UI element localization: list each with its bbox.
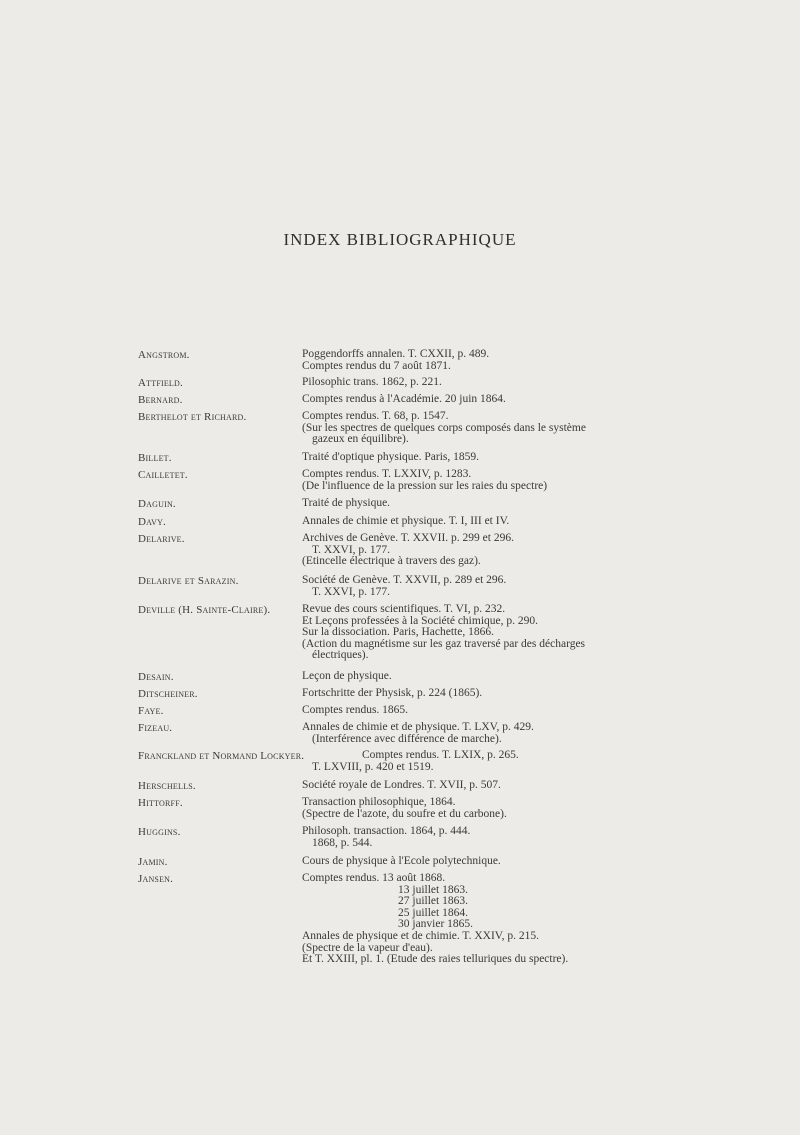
ref-line: (Spectre de l'azote, du soufre et du carbone).: [302, 807, 507, 820]
ref-line: Cours de physique à l'Ecole polytechnique.: [302, 855, 501, 867]
page-title: INDEX BIBLIOGRAPHIQUE: [283, 230, 517, 249]
ref-line: Leçon de physique.: [302, 670, 392, 682]
author-name: Daguin.: [138, 498, 176, 510]
author-name: Billet.: [138, 452, 172, 464]
ref-line: Comptes rendus du 7 août 1871.: [302, 359, 451, 372]
ref-line: Société royale de Londres. T. XVII, p. 507.: [302, 779, 501, 791]
ref-line: 1868, p. 544.: [312, 836, 373, 849]
ref-line: Société de Genève. T. XXVII, p. 289 et 296.: [302, 574, 507, 586]
ref-line: Archives de Genève. T. XXVII. p. 299 et 296.: [302, 532, 514, 544]
author-name: Delarive.: [138, 533, 185, 545]
author-name: Jamin.: [138, 856, 168, 868]
author-name: Angstrom.: [138, 349, 190, 361]
ref-line: Comptes rendus. 1865.: [302, 704, 409, 716]
ref-line: (Etincelle électrique à travers des gaz).: [302, 555, 481, 568]
author-name: Attfield.: [138, 377, 183, 389]
ref-line: T. XXVI, p. 177.: [312, 585, 391, 598]
ref-line: Annales de chimie et physique. T. I, III et IV.: [302, 515, 510, 527]
ref-line: Comptes rendus. 13 août 1868.: [302, 872, 446, 884]
author-name: Desain.: [138, 671, 174, 683]
author-name: Delarive et Sarazin.: [138, 575, 239, 587]
ref-line: Comptes rendus. T. LXIX, p. 265.: [362, 749, 519, 761]
ref-line: Revue des cours scientifiques. T. VI, p. 232.: [302, 603, 506, 615]
ref-line: (Spectre de la vapeur d'eau).: [302, 941, 433, 954]
ref-line: Sur la dissociation. Paris, Hachette, 1866.: [302, 626, 494, 639]
ref-line: (Interférence avec différence de marche).: [312, 732, 502, 745]
ref-line: Comptes rendus à l'Académie. 20 juin 1864.: [302, 393, 506, 405]
author-name: Davy.: [138, 516, 166, 528]
author-name: Faye.: [138, 705, 164, 717]
ref-line: Annales de physique et de chimie. T. XXIV, p. 215.: [302, 929, 539, 942]
ref-line: 27 juillet 1863.: [398, 895, 468, 908]
ref-line: Poggendorffs annalen. T. CXXII, p. 489.: [302, 348, 490, 360]
author-name: Deville (H. Sainte-Claire).: [138, 604, 271, 616]
author-name: Herschells.: [138, 780, 196, 792]
author-name: Ditscheiner.: [138, 688, 198, 700]
ref-line: 30 janvier 1865.: [398, 918, 474, 931]
ref-line: Fortschritte der Physisk, p. 224 (1865).: [302, 687, 483, 699]
ref-line: Traité de physique.: [302, 497, 391, 509]
ref-line: Philosoph. transaction. 1864, p. 444.: [302, 825, 471, 837]
ref-line: Et T. XXIII, pl. 1. (Etude des raies telluriques du spectre).: [302, 953, 569, 966]
author-name: Franckland et Normand Lockyer.: [138, 750, 305, 762]
author-name: Fizeau.: [138, 722, 173, 734]
ref-line: Et Leçons professées à la Société chimique, p. 290.: [302, 614, 538, 627]
ref-line: Pilosophic trans. 1862, p. 221.: [302, 376, 442, 388]
ref-line: Transaction philosophique, 1864.: [302, 796, 456, 808]
author-name: Cailletet.: [138, 469, 188, 481]
author-name: Berthelot et Richard.: [138, 411, 247, 423]
ref-line: 13 juillet 1863.: [398, 883, 468, 896]
ref-line: Comptes rendus. T. 68, p. 1547.: [302, 410, 449, 422]
ref-line: (Action du magnétisme sur les gaz traversé par des décharges: [302, 637, 586, 650]
author-name: Huggins.: [138, 826, 181, 838]
author-name: Bernard.: [138, 394, 183, 406]
ref-line: Comptes rendus. T. LXXIV, p. 1283.: [302, 468, 472, 480]
ref-line: (Sur les spectres de quelques corps composés dans le système: [302, 421, 586, 434]
ref-line: 25 juillet 1864.: [398, 906, 468, 919]
ref-line: électriques).: [312, 649, 369, 662]
ref-line: (De l'influence de la pression sur les raies du spectre): [302, 479, 548, 492]
ref-line: Annales de chimie et de physique. T. LXV, p. 429.: [302, 721, 534, 733]
author-name: Jansen.: [138, 873, 174, 885]
ref-line: Traité d'optique physique. Paris, 1859.: [302, 451, 480, 463]
author-name: Hittorff.: [138, 797, 183, 809]
ref-line: T. LXVIII, p. 420 et 1519.: [312, 761, 434, 773]
ref-line: gazeux en équilibre).: [312, 433, 409, 446]
ref-line: T. XXVI, p. 177.: [312, 543, 391, 556]
